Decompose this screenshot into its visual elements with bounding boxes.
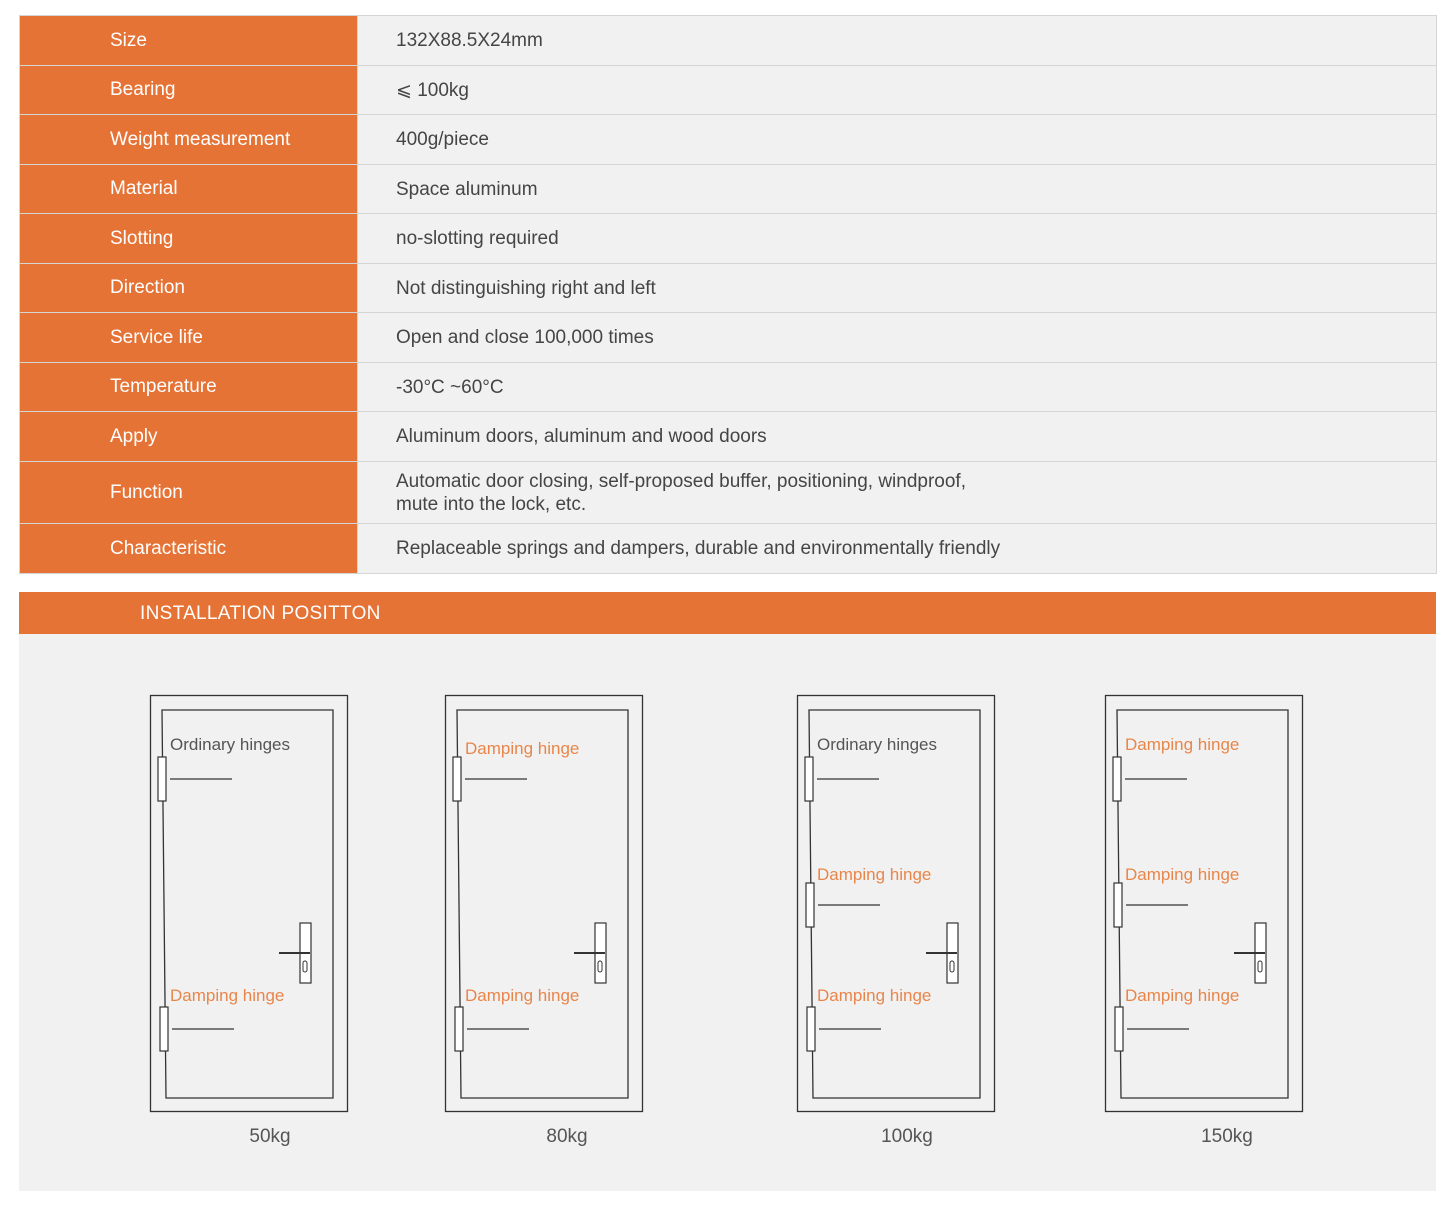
spec-label: Weight measurement [20,115,358,165]
spec-label: Size [20,16,358,66]
hinge-label: Damping hinge [1125,986,1240,1005]
door-weight: 150kg [1201,1126,1253,1147]
spec-row-material [20,165,1437,214]
spec-label: Apply [20,412,358,462]
spec-label: Direction [20,264,358,313]
door-outline [797,695,997,1115]
spec-label: Characteristic [20,524,358,574]
spec-row-temperature [20,363,1437,412]
door-outline [150,695,350,1115]
spec-value: 132X88.5X24mm [358,16,1437,66]
spec-row-slotting [20,214,1437,264]
spec-row-characteristic [20,524,1437,574]
spec-value: Replaceable springs and dampers, durable and environmentally friendly [358,524,1437,574]
installation-title: INSTALLATION POSITTON [140,603,381,624]
spec-value-line: mute into the lock, etc. [396,493,587,515]
spec-value: 400g/piece [358,115,1437,165]
spec-value: no-slotting required [358,214,1437,264]
spec-row-service-life [20,313,1437,363]
spec-value-line: Automatic door closing, self-proposed buffer, positioning, windproof, [396,470,966,492]
spec-table [19,15,1437,574]
spec-row-direction [20,264,1437,313]
door-diagram-50kg [150,695,350,1115]
door-diagram-100kg [797,695,997,1115]
spec-label: Bearing [20,66,358,115]
door-weight: 80kg [546,1126,588,1147]
hinge-label: Damping hinge [465,986,580,1005]
spec-label: Slotting [20,214,358,264]
door-outline [1105,695,1305,1115]
spec-label: Material [20,165,358,214]
spec-value: ⩽ 100kg [358,66,1437,115]
hinge-label: Ordinary hinges [170,735,291,754]
spec-value: Not distinguishing right and left [358,264,1437,313]
hinge-label: Damping hinge [1125,865,1240,884]
spec-label: Temperature [20,363,358,412]
spec-label: Function [20,462,358,524]
spec-label: Service life [20,313,358,363]
spec-row-apply [20,412,1437,462]
spec-value [358,462,1437,524]
spec-value: Open and close 100,000 times [358,313,1437,363]
installation-header [19,592,1436,634]
hinge-label: Damping hinge [170,986,285,1005]
spec-row-bearing [20,66,1437,115]
hinge-label: Damping hinge [465,739,580,758]
spec-value: -30°C ~60°C [358,363,1437,412]
spec-row-weight [20,115,1437,165]
spec-value: Space aluminum [358,165,1437,214]
hinge-label: Ordinary hinges [817,735,938,754]
hinge-label: Damping hinge [1125,735,1240,754]
hinge-label: Damping hinge [817,986,932,1005]
spec-row-function [20,462,1437,524]
spec-value: Aluminum doors, aluminum and wood doors [358,412,1437,462]
door-weight: 50kg [249,1126,291,1147]
door-weight: 100kg [881,1126,933,1147]
hinge-label: Damping hinge [817,865,932,884]
door-diagram-150kg [1105,695,1305,1115]
spec-row-size [20,16,1437,66]
